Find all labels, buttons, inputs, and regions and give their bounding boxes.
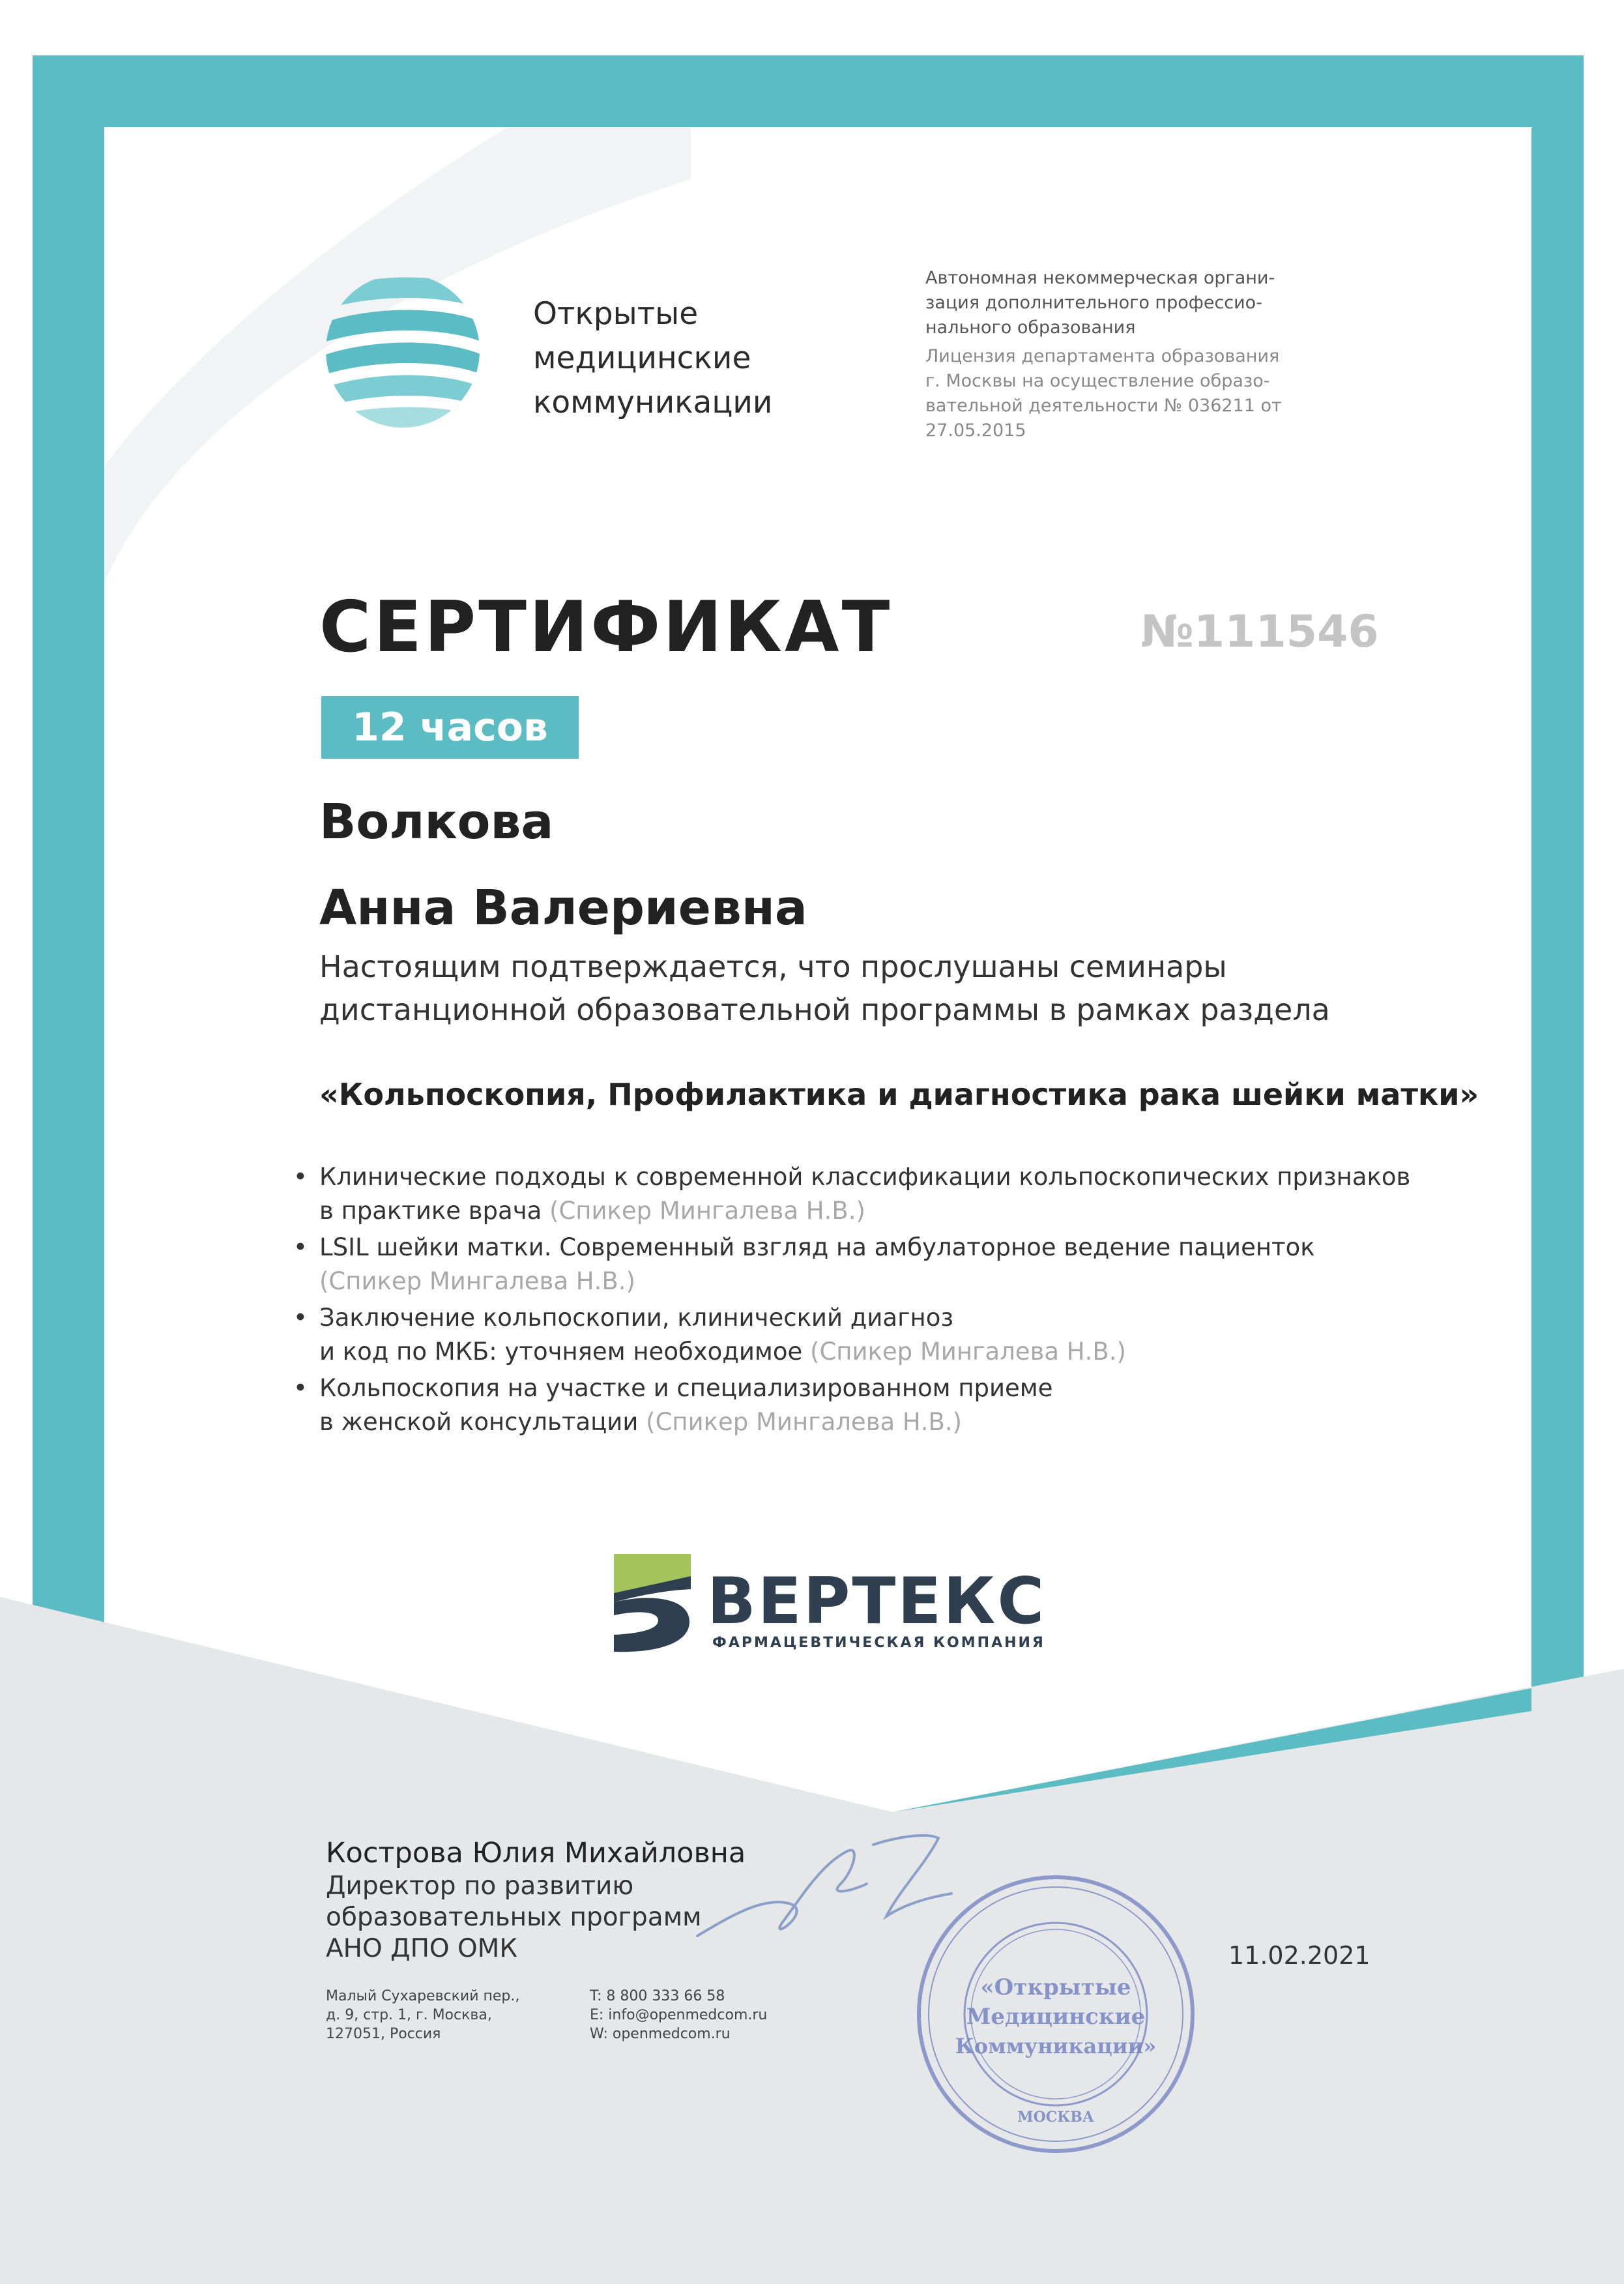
signer-name: Кострова Юлия Михайловна [326, 1837, 746, 1869]
seal-city: МОСКВА [1017, 2109, 1094, 2126]
seminar-title-cont: и код по МКБ: уточняем необходимое [319, 1338, 803, 1366]
recipient-given-name: Анна Валериевна [319, 880, 807, 936]
signer-role-line: АНО ДПО ОМК [326, 1934, 518, 1963]
seminar-item [293, 1301, 1499, 1369]
round-seal-stamp [906, 1864, 1206, 2164]
hours-badge: 12 часов [321, 696, 579, 759]
license-line: вательной деятельности № 036211 от [925, 396, 1282, 416]
organization-name-line: медицинские [533, 340, 751, 376]
seminar-speaker: (Спикер Мингалева Н.В.) [319, 1267, 635, 1295]
org-description-line: Автономная некоммерческая органи- [925, 268, 1275, 288]
seminar-list [293, 1160, 1499, 1442]
recipient-surname: Волкова [319, 794, 554, 850]
recipient-name [319, 779, 807, 951]
organization-name-line: коммуникации [533, 385, 773, 420]
frame-right-border [1531, 55, 1584, 1711]
confirmation-line: Настоящим подтверждается, что прослушаны семинары [319, 949, 1227, 984]
confirmation-line: дистанционной образовательной программы в рамках раздела [319, 992, 1330, 1027]
certificate-title: СЕРТИФИКАТ [319, 587, 893, 668]
seminar-item [293, 1371, 1499, 1439]
frame-top-border [33, 55, 1584, 127]
address-line: Малый Сухаревский пер., [326, 1988, 520, 2004]
seminar-item [293, 1231, 1499, 1298]
seminar-title: Клинические подходы к современной классификации кольпоскопических признаков [319, 1163, 1411, 1191]
license-line: 27.05.2015 [925, 420, 1026, 441]
confirmation-text [319, 945, 1330, 1031]
seminar-speaker: (Спикер Мингалева Н.В.) [810, 1338, 1126, 1366]
contact-email: E: info@openmedcom.ru [590, 2007, 768, 2023]
license-line: г. Москвы на осуществление образо- [925, 371, 1270, 391]
org-description-line: нального образования [925, 317, 1136, 338]
frame-left-border [33, 55, 104, 1711]
seminar-speaker: (Спикер Мингалева Н.В.) [549, 1197, 865, 1225]
sponsor-subtitle: ФАРМАЦЕВТИЧЕСКАЯ КОМПАНИЯ [712, 1635, 1045, 1651]
contact-website: W: openmedcom.ru [590, 2026, 731, 2042]
globe-logo-icon [318, 266, 487, 435]
license-info [925, 344, 1356, 443]
organization-name [533, 292, 772, 425]
vertex-logo-icon [613, 1550, 697, 1654]
sponsor-name: ВЕРТЕКС [707, 1564, 1047, 1639]
issue-date: 11.02.2021 [1228, 1941, 1370, 1970]
seal-text-line: Коммуникации» [955, 2034, 1157, 2058]
organization-info [925, 266, 1356, 443]
certificate-number: №111546 [1140, 606, 1379, 658]
course-title: «Кольпоскопия, Профилактика и диагностика рака шейки матки» [319, 1077, 1479, 1112]
contact-info [590, 1987, 767, 2043]
signer-role-line: образовательных программ [326, 1903, 702, 1932]
seminar-title: LSIL шейки матки. Современный взгляд на амбулаторное ведение пациенток [319, 1233, 1315, 1261]
organization-name-line: Открытые [533, 296, 699, 332]
signer-role [326, 1871, 702, 1965]
seminar-speaker: (Спикер Мингалева Н.В.) [646, 1408, 963, 1436]
seal-text-line: «Открытые [980, 1974, 1131, 2000]
postal-address [326, 1987, 519, 2043]
seminar-item [293, 1160, 1499, 1228]
address-line: д. 9, стр. 1, г. Москва, [326, 2007, 492, 2023]
seminar-title-cont: в женской консультации [319, 1408, 639, 1436]
seminar-title: Заключение кольпоскопии, клинический диагноз [319, 1304, 954, 1332]
license-line: Лицензия департамента образования [925, 346, 1280, 366]
org-description-line: зация дополнительного профессио- [925, 293, 1262, 313]
seminar-title-cont: в практике врача [319, 1197, 542, 1225]
contact-phone: T: 8 800 333 66 58 [590, 1988, 725, 2004]
seminar-title: Кольпоскопия на участке и специализированном приеме [319, 1374, 1053, 1402]
signer-role-line: Директор по развитию [326, 1871, 634, 1901]
address-line: 127051, Россия [326, 2026, 441, 2042]
seal-text-line: Медицинские [966, 2004, 1146, 2030]
